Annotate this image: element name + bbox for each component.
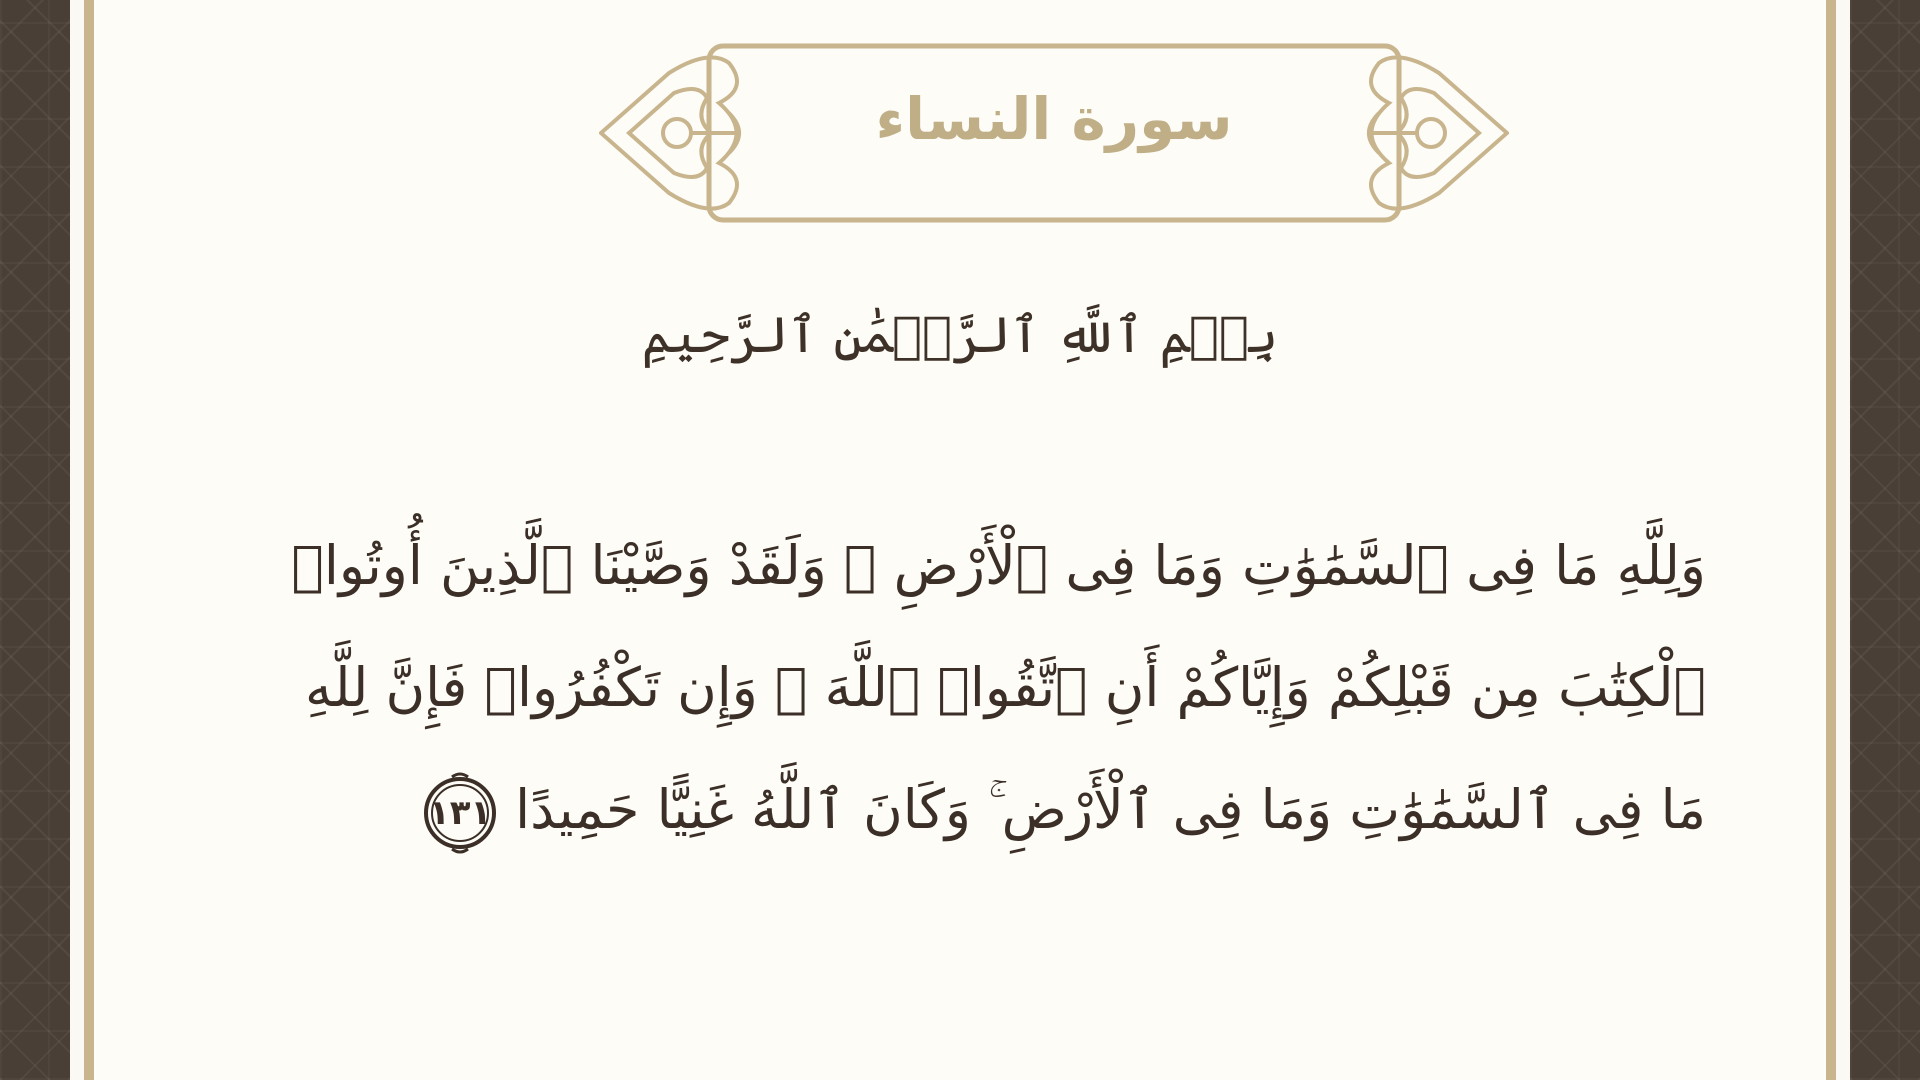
verse-line: وَلِلَّهِ مَا فِى ٱلسَّمَٰوَٰتِ وَمَا فِى ٱلْأَرْضِ ۗ وَلَقَدْ وَصَّيْنَا ٱلَّذِينَ أُوتُوا۟ [291, 534, 1706, 597]
verse-line: ٱلْكِتَٰبَ مِن قَبْلِكُمْ وَإِيَّاكُمْ أَنِ ٱتَّقُوا۟ ٱللَّهَ ۚ وَإِن تَكْفُرُوا۟ فَإِنَّ لِلَّهِ [305, 656, 1706, 719]
decorative-border-right [1850, 0, 1920, 1080]
verse-line [146, 749, 1706, 871]
ayah-number: ١٣١ [429, 793, 492, 834]
decorative-border-left [0, 0, 70, 1080]
basmala: بِسۡمِ ٱللَّهِ ٱلرَّحۡمَٰنِ ٱلرَّحِيمِ [641, 306, 1279, 364]
verse-line-text: مَا فِى ٱلسَّمَٰوَٰتِ وَمَا فِى ٱلْأَرْضِ ۚ وَكَانَ ٱللَّهُ غَنِيًّا حَمِيدًا [515, 778, 1706, 841]
verse-text [146, 505, 1706, 871]
mushaf-page [94, 0, 1826, 1080]
surah-title: سورة النساء [875, 85, 1233, 153]
ayah-end-marker-icon [419, 772, 501, 854]
gold-rail-left [84, 0, 94, 1080]
surah-title-frame [599, 43, 1509, 223]
gold-rail-right [1826, 0, 1836, 1080]
